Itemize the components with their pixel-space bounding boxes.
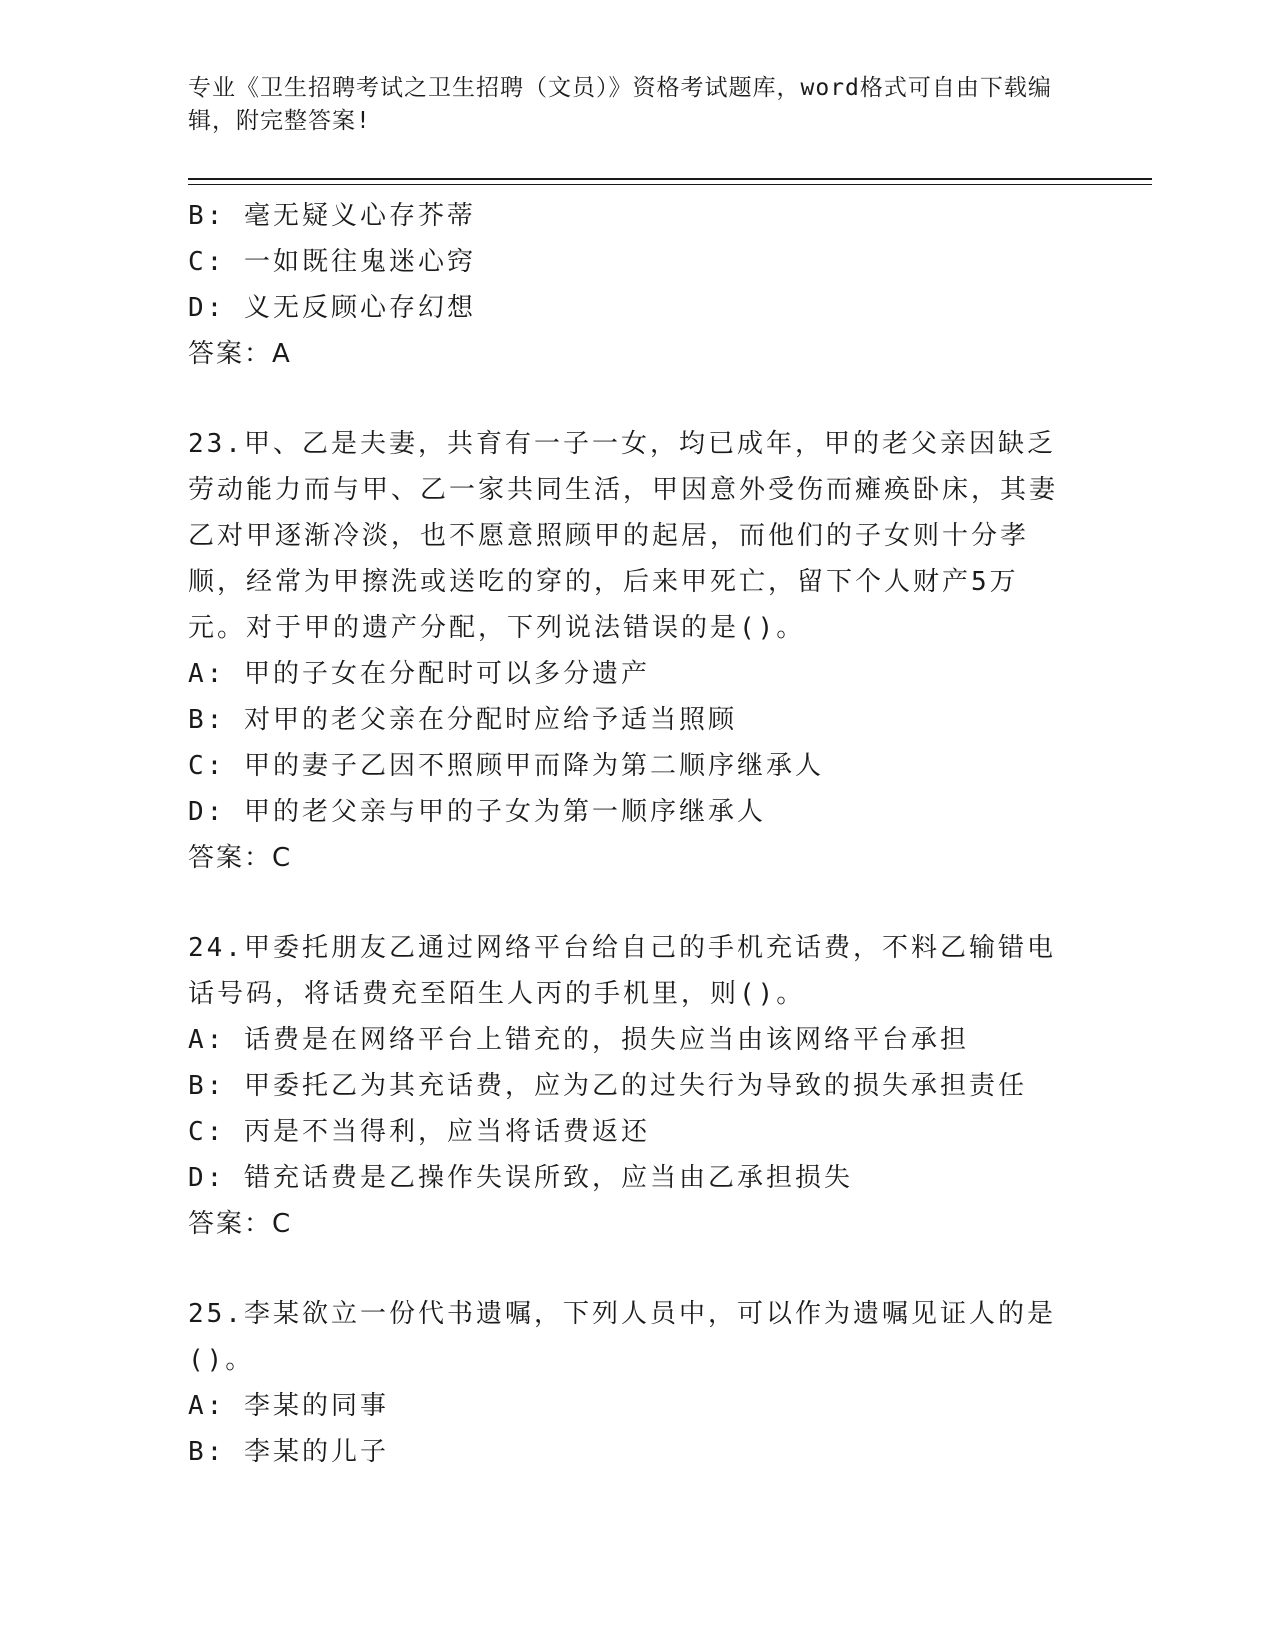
question-22-fragment [188,193,1068,377]
question-content [188,193,1068,1475]
question-24 [188,925,1068,1247]
answer-line: 答案：A [188,339,292,369]
header-rule-thin [188,184,1152,185]
question-text: 25.李某欲立一份代书遗嘱，下列人员中，可以作为遗嘱见证人的是()。 [188,1299,1056,1375]
answer-line: 答案：C [188,1209,293,1239]
option-c: C: 一如既往鬼迷心窍 [188,247,476,277]
header-rule-thick [188,178,1152,180]
question-25 [188,1291,1068,1475]
option-d: D: 甲的老父亲与甲的子女为第一顺序继承人 [188,797,766,827]
option-c: C: 甲的妻子乙因不照顾甲而降为第二顺序继承人 [188,751,824,781]
option-c: C: 丙是不当得利，应当将话费返还 [188,1117,650,1147]
option-d: D: 义无反顾心存幻想 [188,293,476,323]
option-a: A: 甲的子女在分配时可以多分遗产 [188,659,650,689]
option-a: A: 话费是在网络平台上错充的，损失应当由该网络平台承担 [188,1025,969,1055]
option-d: D: 错充话费是乙操作失误所致，应当由乙承担损失 [188,1163,853,1193]
question-text: 23.甲、乙是夫妻，共育有一子一女，均已成年，甲的老父亲因缺乏劳动能力而与甲、乙一家共同生活，甲因意外受伤而瘫痪卧床，其妻乙对甲逐渐冷淡，也不愿意照顾甲的起居，而他们的子女则十分孝顺，经常为甲擦洗或送吃的穿的，后来甲死亡，留下个人财产5万元。对于甲的遗产分配，下列说法错误的是()。 [188,429,1059,643]
spacer [188,1247,1068,1291]
question-text: 24.甲委托朋友乙通过网络平台给自己的手机充话费，不料乙输错电话号码，将话费充至陌生人丙的手机里，则()。 [188,933,1056,1009]
option-b: B: 毫无疑义心存芥蒂 [188,201,476,231]
question-23 [188,421,1068,881]
option-a: A: 李某的同事 [188,1391,389,1421]
option-b: B: 对甲的老父亲在分配时应给予适当照顾 [188,705,737,735]
answer-line: 答案：C [188,843,293,873]
option-b: B: 甲委托乙为其充话费，应为乙的过失行为导致的损失承担责任 [188,1071,1027,1101]
spacer [188,377,1068,421]
option-b: B: 李某的儿子 [188,1437,389,1467]
document-header: 专业《卫生招聘考试之卫生招聘（文员）》资格考试题库，word格式可自由下载编辑，附完整答案! [188,75,1052,134]
spacer [188,881,1068,925]
